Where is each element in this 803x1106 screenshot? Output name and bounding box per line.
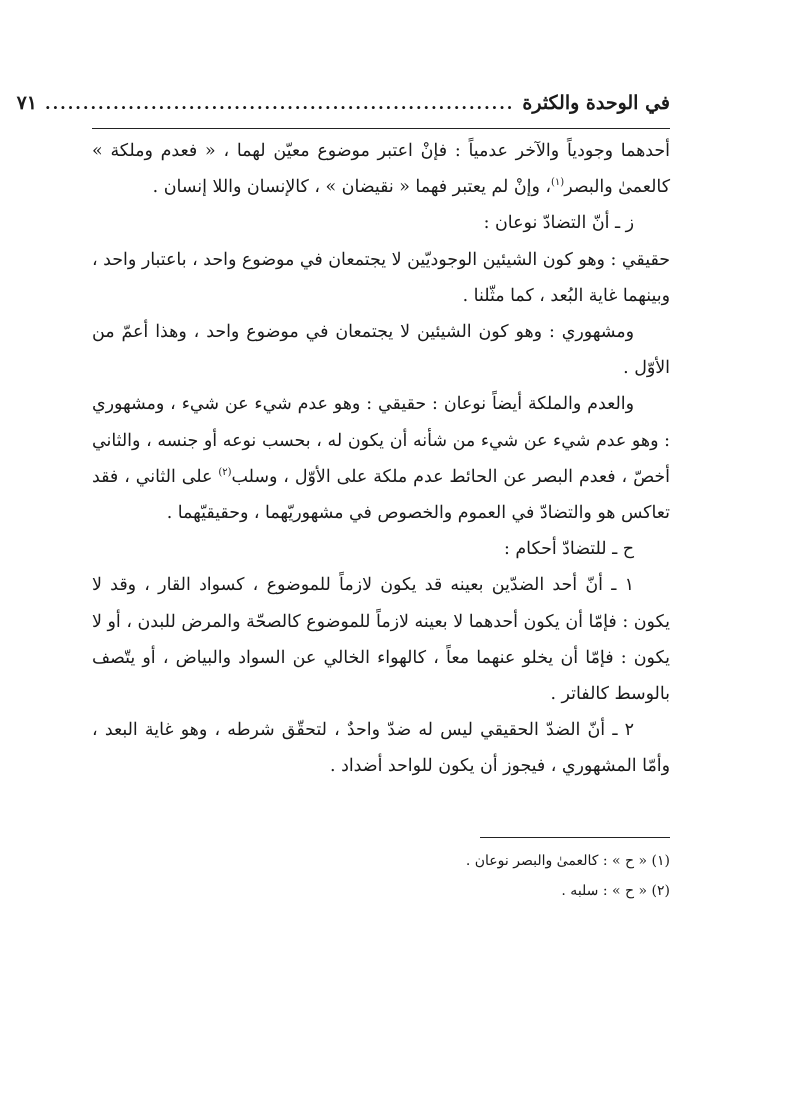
paragraph-text: والعدم والملكة أيضاً نوعان : حقيقي : وهو عدم شيء عن شيء ، ومشهوري : وهو عدم شيء عن شيء من شأنه أن يكون له ، بحسب نوعه أو جنسه ، والثاني أخصّ ، فعدم البصر عن الحائط عدم ملكة على الأوّل ، وسلب [92,394,671,487]
page-number: ٧١ [16,92,38,114]
paragraph-text-continued: على الثاني ، فقد تعاكس هو والتضادّ في العموم والخصوص في مشهوريّهما ، وحقيقيّهما . [92,466,670,524]
footnote-marker: (١) [551,177,565,189]
footnote-marker: (٢) [218,467,232,479]
footnote: (١) « ح » : كالعمىٰ والبصر نوعان . [465,852,670,869]
paragraph [92,205,670,241]
paragraph [92,386,670,531]
paragraph-text: حقيقي : وهو كون الشيئين الوجوديّين لا يجتمعان في موضوع واحد ، باعتبار واحد ، وبينهما غاية البُعد ، كما مثّلنا . [92,249,670,306]
paragraph [92,567,670,712]
book-page [16,92,671,906]
paragraph [92,242,670,314]
paragraph-text: أحدهما وجودياً والآخر عدمياً : فإنْ اعتبر موضوع معيّن لهما ، « فعدم وملكة » كالعمىٰ والبصر [92,141,670,198]
section-heading: ح ـ للتضادّ أحكام : [504,539,634,560]
paragraph-text: ومشهوري : وهو كون الشيئين لا يجتمعان في موضوع واحد ، وهذا أعمّ من الأوّل . [92,322,670,379]
footnote: (٢) « ح » : سلبه . [561,882,670,899]
footnotes [92,838,670,906]
paragraph-text: ١ ـ أنّ أحد الضدّين بعينه قد يكون لازماً للموضوع ، كسواد القار ، وقد لا يكون : فإمّا أن يكون أحدهما لا بعينه لازماً للموضوع كالصحّة والمرض للبدن ، أو لا يكون : فإمّا أن يخلو عنهما معاً ، كالهواء الخالي عن السواد والبياض ، أو يتّصف بالوسط كالفاتر . [92,575,670,705]
dot-leader: .............................................................. [45,94,515,113]
running-header [16,92,670,129]
paragraph [92,531,670,567]
paragraph-text-continued: ، وإنْ لم يعتبر فهما « نقيضان » ، كالإنسان واللا إنسان . [152,177,552,198]
paragraph-text: ٢ ـ أنّ الضدّ الحقيقي ليس له ضدّ واحدٌ ، لتحقّق شرطه ، وهو غاية البعد ، وأمّا المشهوري ، فيجوز أن يكون للواحد أضداد . [92,720,670,777]
paragraph [92,712,670,784]
paragraph [92,314,670,386]
body-text [92,133,670,785]
section-heading: ز ـ أنّ التضادّ نوعان : [483,213,634,234]
paragraph [92,133,670,205]
chapter-title: في الوحدة والكثرة [522,92,670,114]
